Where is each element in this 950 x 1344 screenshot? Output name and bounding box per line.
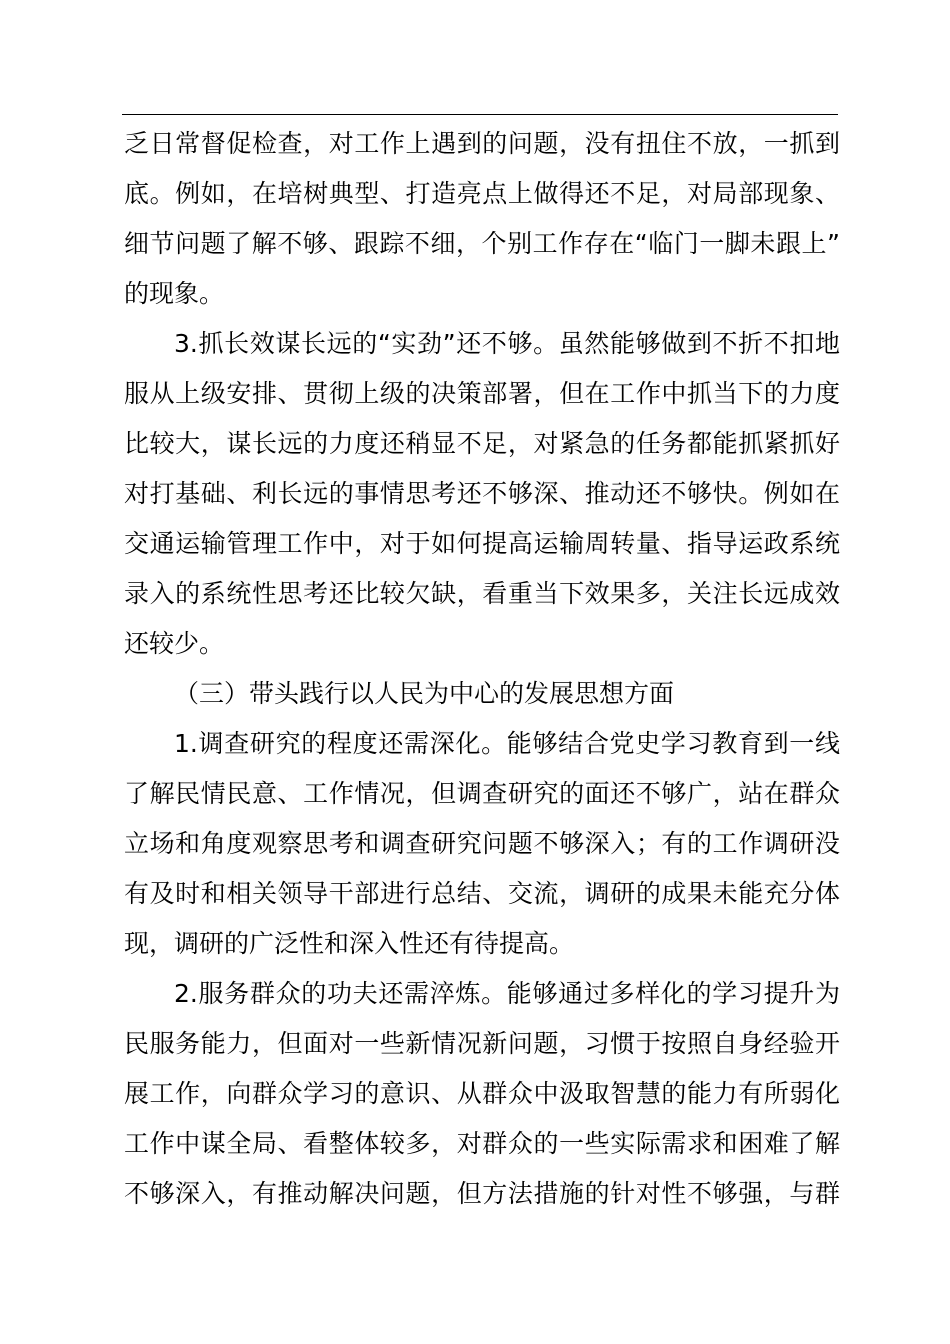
text-line-13: 1.调查研究的程度还需深化。能够结合党史学习教育到一线 (174, 729, 840, 758)
text-line-17: 现，调研的广泛性和深入性还有待提高。 (124, 929, 575, 958)
text-line-22: 不够深入，有推动解决问题，但方法措施的针对性不够强，与群 (124, 1179, 840, 1208)
text-line-7: 比较大，谋长远的力度还稍显不足，对紧急的任务都能抓紧抓好 (124, 429, 840, 458)
text-line-3: 细节问题了解不够、跟踪不细，个别工作存在“临门一脚未跟上” (124, 229, 840, 258)
section-heading: （三）带头践行以人民为中心的发展思想方面 (174, 679, 675, 708)
text-line-19: 民服务能力，但面对一些新情况新问题，习惯于按照自身经验开 (124, 1029, 840, 1058)
text-line-18: 2.服务群众的功夫还需淬炼。能够通过多样化的学习提升为 (174, 979, 840, 1008)
text-line-10: 录入的系统性思考还比较欠缺，看重当下效果多，关注长远成效 (124, 579, 840, 608)
text-line-5: 3.抓长效谋长远的“实劲”还不够。虽然能够做到不折不扣地 (174, 329, 840, 358)
text-line-14: 了解民情民意、工作情况，但调查研究的面还不够广，站在群众 (124, 779, 840, 808)
text-line-20: 展工作，向群众学习的意识、从群众中汲取智慧的能力有所弱化 (124, 1079, 840, 1108)
text-line-8: 对打基础、利长远的事情思考还不够深、推动还不够快。例如在 (124, 479, 840, 508)
text-line-11: 还较少。 (124, 629, 225, 658)
text-line-15: 立场和角度观察思考和调查研究问题不够深入；有的工作调研没 (124, 829, 840, 858)
text-line-16: 有及时和相关领导干部进行总结、交流，调研的成果未能充分体 (124, 879, 840, 908)
text-line-9: 交通运输管理工作中，对于如何提高运输周转量、指导运政系统 (124, 529, 840, 558)
text-line-2: 底。例如，在培树典型、打造亮点上做得还不足，对局部现象、 (124, 179, 840, 208)
text-line-4: 的现象。 (124, 279, 225, 308)
text-line-1: 乏日常督促检查，对工作上遇到的问题，没有扭住不放，一抓到 (124, 129, 840, 158)
text-line-21: 工作中谋全局、看整体较多，对群众的一些实际需求和困难了解 (124, 1129, 840, 1158)
header-rule (122, 114, 838, 115)
text-line-6: 服从上级安排、贯彻上级的决策部署，但在工作中抓当下的力度 (124, 379, 840, 408)
